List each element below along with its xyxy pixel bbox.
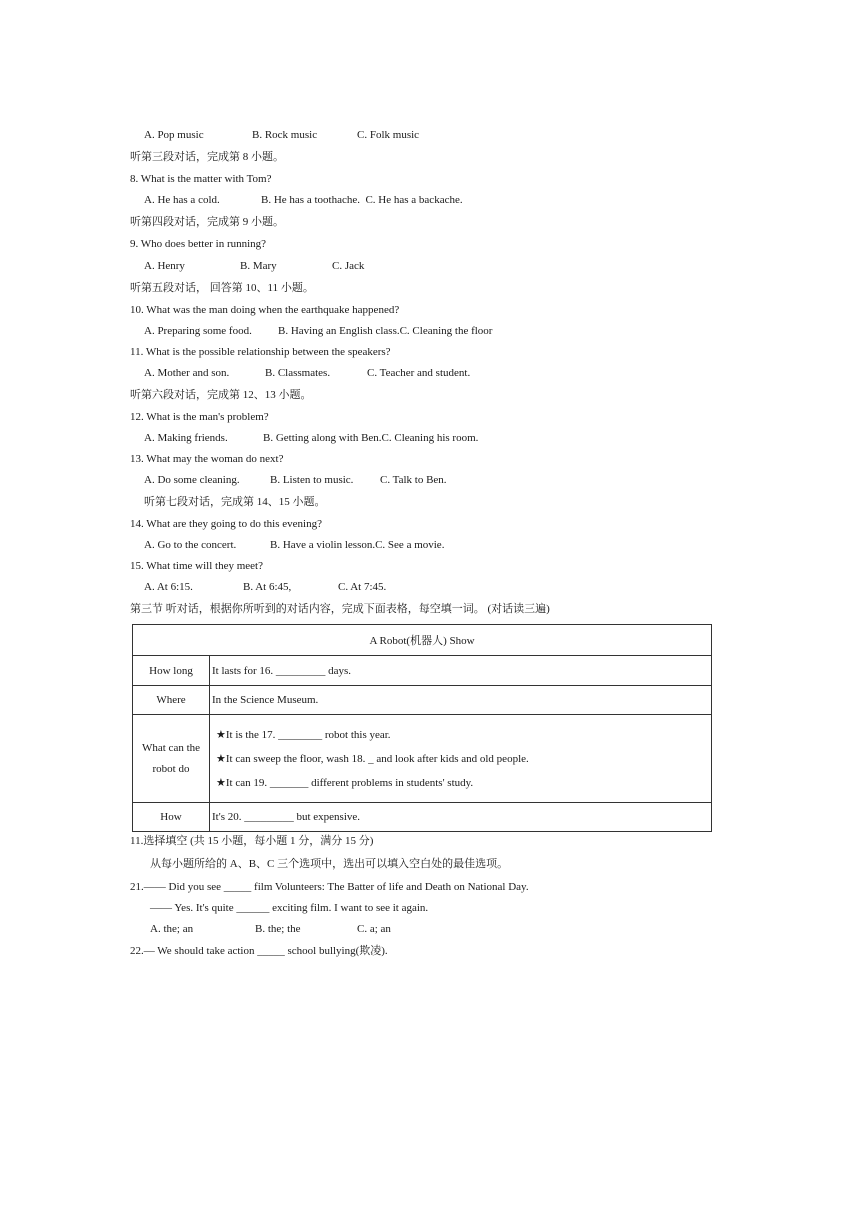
- question-22: 22.— We should take action _____ school bullying(欺凌).: [130, 945, 388, 957]
- section-3-instruction: 听第三段对话，完成第 8 小题。: [130, 151, 284, 163]
- q7-option-a: A. Pop music: [144, 129, 204, 141]
- q12-option-bc: B. Getting along with Ben.C. Cleaning his room.: [263, 432, 479, 444]
- table-row: [133, 803, 712, 832]
- q13-option-b: B. Listen to music.: [270, 474, 354, 486]
- q15-option-a: A. At 6:15.: [144, 581, 193, 593]
- table-row: [133, 715, 712, 803]
- q13-option-a: A. Do some cleaning.: [144, 474, 240, 486]
- row-value-how-long: [210, 656, 712, 686]
- row-label-how: How: [133, 803, 210, 832]
- q21-option-b: B. the; the: [255, 923, 301, 935]
- question-8: 8. What is the matter with Tom?: [130, 173, 272, 185]
- row-value-how: [210, 803, 712, 832]
- q9-option-b: B. Mary: [240, 260, 277, 272]
- q15-option-b: B. At 6:45,: [243, 581, 292, 593]
- question-15: 15. What time will they meet?: [130, 560, 263, 572]
- q10-option-bc: B. Having an English class.C. Cleaning the floor: [278, 325, 493, 337]
- question-21-reply: —— Yes. It's quite ______ exciting film. I want to see it again.: [150, 902, 429, 914]
- q10-option-a: A. Preparing some food.: [144, 325, 252, 337]
- question-14: 14. What are they going to do this evening?: [130, 518, 322, 530]
- q7-option-b: B. Rock music: [252, 129, 318, 141]
- table-row: [133, 686, 712, 715]
- q21-option-a: A. the; an: [150, 923, 194, 935]
- question-21: 21.—— Did you see _____ film Volunteers: The Batter of life and Death on National Day.: [130, 881, 529, 893]
- question-9: 9. Who does better in running?: [130, 238, 267, 250]
- blank-16-line: It lasts for 16. _________ days.: [212, 664, 352, 677]
- question-10: 10. What was the man doing when the earthquake happened?: [130, 304, 400, 316]
- row-value-what-can-robot-do: [210, 715, 712, 803]
- q21-option-c: C. a; an: [357, 923, 391, 935]
- q8-option-a: A. He has a cold.: [144, 194, 220, 206]
- row-label-how-long: How long: [133, 656, 210, 686]
- section-7-instruction: 听第七段对话，完成第 14、15 小题。: [144, 496, 326, 508]
- q7-option-c: C. Folk music: [357, 129, 420, 141]
- q14-option-bc: B. Have a violin lesson.C. See a movie.: [270, 539, 445, 551]
- q12-option-a: A. Making friends.: [144, 432, 228, 444]
- row-value-where: [210, 686, 712, 715]
- q11-option-b: B. Classmates.: [265, 367, 331, 379]
- question-11: 11. What is the possible relationship between the speakers?: [130, 346, 391, 358]
- table-title: A Robot(机器人) Show: [133, 625, 712, 656]
- question-13: 13. What may the woman do next?: [130, 453, 284, 465]
- section-4-instruction: 听第四段对话，完成第 9 小题。: [130, 216, 284, 228]
- blank-19-line: ★It can 19. _______ different problems in students' study.: [216, 776, 474, 789]
- part-ii-heading: 11.选择填空 (共 15 小题，每小题 1 分，满分 15 分): [130, 835, 374, 847]
- blank-20-line: It's 20. _________ but expensive.: [212, 811, 361, 823]
- q11-option-c: C. Teacher and student.: [367, 367, 471, 379]
- part-ii-instruction: 从每小题所给的 A、B、C 三个选项中，选出可以填入空白处的最佳选项。: [150, 858, 509, 870]
- row-label-what-can-robot-do: What can the robot do: [133, 715, 210, 803]
- q9-option-a: A. Henry: [144, 260, 185, 272]
- part-3-heading: 第三节 听对话，根据你所听到的对话内容，完成下面表格，每空填一词。 (对话读三遍): [130, 603, 550, 615]
- question-12: 12. What is the man's problem?: [130, 411, 269, 423]
- blank-18-line: ★It can sweep the floor, wash 18. _ and look after kids and old people.: [216, 752, 529, 765]
- q13-option-c: C. Talk to Ben.: [380, 474, 447, 486]
- q11-option-a: A. Mother and son.: [144, 367, 230, 379]
- table-row: [133, 656, 712, 686]
- q9-option-c: C. Jack: [332, 260, 365, 272]
- q8-option-bc: B. He has a toothache. C. He has a backache.: [261, 194, 463, 206]
- q15-option-c: C. At 7:45.: [338, 581, 387, 593]
- q14-option-a: A. Go to the concert.: [144, 539, 237, 551]
- row-label-where: Where: [133, 686, 210, 715]
- robot-show-table: [132, 624, 712, 832]
- section-5-instruction: 听第五段对话， 回答第 10、11 小题。: [130, 282, 314, 294]
- section-6-instruction: 听第六段对话，完成第 12、13 小题。: [130, 389, 312, 401]
- blank-17-line: ★It is the 17. ________ robot this year.: [216, 728, 391, 741]
- where-line: In the Science Museum.: [212, 694, 319, 706]
